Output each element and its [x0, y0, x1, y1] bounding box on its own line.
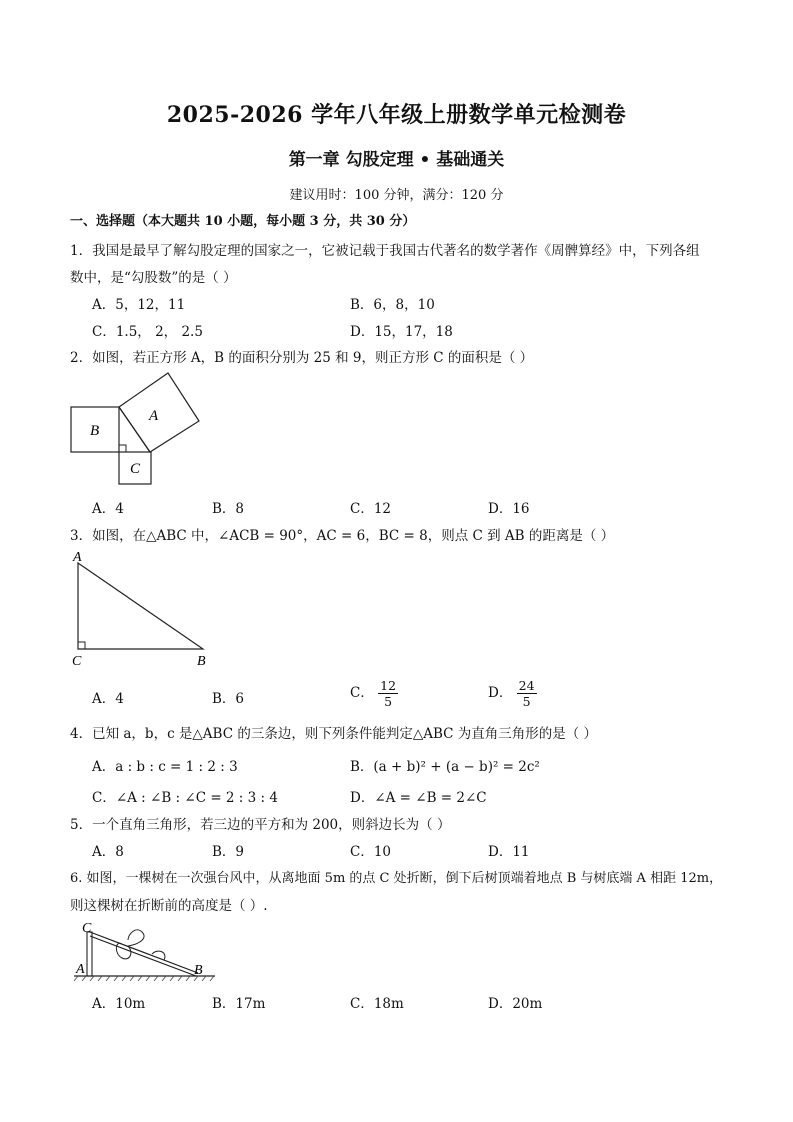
label-a: A — [76, 962, 85, 977]
q2-option-c[interactable]: C．12 — [350, 501, 392, 517]
label-b: B — [194, 963, 203, 978]
label-c: C — [130, 461, 141, 477]
q6-option-d[interactable]: D．20m — [488, 996, 543, 1012]
label-a: A — [149, 408, 159, 424]
q1-stem-line1: 1．我国是最早了解勾股定理的国家之一，它被记载于我国古代著名的数学著作《周髀算经》中，下列各组 — [70, 243, 700, 259]
square-a — [119, 373, 199, 452]
label-b: B — [90, 423, 100, 439]
q2-option-a[interactable]: A．4 — [92, 501, 124, 517]
q5-option-d[interactable]: D．11 — [488, 844, 530, 860]
q3-option-d-prefix: D． — [488, 685, 513, 701]
q3-option-c-numerator: 12 — [380, 678, 397, 693]
tree-trunk — [87, 932, 92, 976]
q2-stem: 2．如图，若正方形 A，B 的面积分别为 25 和 9，则正方形 C 的面积是（ ） — [70, 350, 534, 366]
q5-option-c[interactable]: C．10 — [350, 844, 392, 860]
right-angle-mark — [119, 445, 126, 452]
q4-option-c[interactable]: C．∠A : ∠B : ∠C = 2 : 3 : 4 — [92, 790, 278, 806]
q4-option-d[interactable]: D．∠A = ∠B = 2∠C — [350, 790, 487, 806]
q1-stem-line2: 数中，是“勾股数”的是（ ） — [70, 270, 237, 286]
q3-option-d-numerator: 24 — [518, 678, 535, 693]
q3-option-c[interactable] — [350, 678, 398, 709]
q3-option-a[interactable]: A．4 — [92, 691, 124, 707]
q3-option-c-denominator: 5 — [384, 694, 393, 709]
fallen-trunk-bottom — [90, 936, 196, 976]
q3-option-d[interactable] — [488, 678, 537, 709]
q4-option-b[interactable]: B．(a + b)² + (a − b)² = 2c² — [350, 759, 540, 775]
q5-option-a[interactable]: A．8 — [92, 844, 124, 860]
q6-option-b[interactable]: B．17m — [212, 996, 266, 1012]
q1-option-c[interactable]: C．1.5， 2， 2.5 — [92, 324, 203, 340]
right-angle-mark — [78, 642, 85, 649]
q5-option-b[interactable]: B．9 — [212, 844, 245, 860]
q2-option-d[interactable]: D．16 — [488, 501, 530, 517]
q3-option-d-denominator: 5 — [522, 694, 531, 709]
q2-option-b[interactable]: B．8 — [212, 501, 245, 517]
label-c: C — [72, 654, 82, 669]
q1-option-d[interactable]: D．15，17，18 — [350, 324, 453, 340]
q1-option-b[interactable]: B．6，8，10 — [350, 297, 435, 313]
q2-squares-figure — [60, 365, 210, 490]
q6-stem-line2: 则这棵树在折断前的高度是（ ）. — [70, 898, 268, 914]
q6-option-a[interactable]: A．10m — [92, 996, 146, 1012]
q6-tree-figure — [70, 918, 220, 984]
ground-hatching — [74, 976, 214, 981]
q6-stem-line1: 6. 如图，一棵树在一次强台风中，从离地面 5m 的点 C 处折断，倒下后树顶端着地点 B 与树底端 A 相距 12m， — [70, 871, 723, 886]
branch-curl — [152, 951, 165, 960]
time-note: 建议用时：100 分钟，满分：120 分 — [289, 188, 504, 203]
q1-option-a[interactable]: A．5，12，11 — [92, 297, 186, 313]
q3-option-c-fraction — [378, 678, 398, 709]
q3-triangle-figure — [68, 548, 218, 672]
q4-option-a[interactable]: A．a : b : c = 1 : 2 : 3 — [92, 759, 238, 775]
q3-option-c-prefix: C． — [350, 685, 374, 701]
q3-option-d-fraction — [517, 678, 537, 709]
label-b: B — [197, 654, 206, 669]
q3-option-b[interactable]: B．6 — [212, 691, 245, 707]
label-a: A — [73, 550, 82, 565]
q4-stem: 4．已知 a，b，c 是△ABC 的三条边，则下列条件能判定△ABC 为直角三角形的是（ ） — [70, 726, 598, 742]
q5-stem: 5．一个直角三角形，若三边的平方和为 200，则斜边长为（ ） — [70, 817, 451, 833]
label-c: C — [82, 921, 92, 936]
q6-option-c[interactable]: C．18m — [350, 996, 404, 1012]
chapter-subtitle: 第一章 勾股定理 • 基础通关 — [288, 150, 505, 170]
q3-stem: 3．如图，在△ABC 中，∠ACB = 90°，AC = 6，BC = 8，则点 C 到 AB 的距离是（ ） — [70, 528, 615, 544]
page-title: 2025-2026 学年八年级上册数学单元检测卷 — [166, 102, 627, 128]
triangle-abc — [78, 563, 203, 649]
section-heading: 一、选择题（本大题共 10 小题，每小题 3 分，共 30 分） — [70, 214, 416, 229]
